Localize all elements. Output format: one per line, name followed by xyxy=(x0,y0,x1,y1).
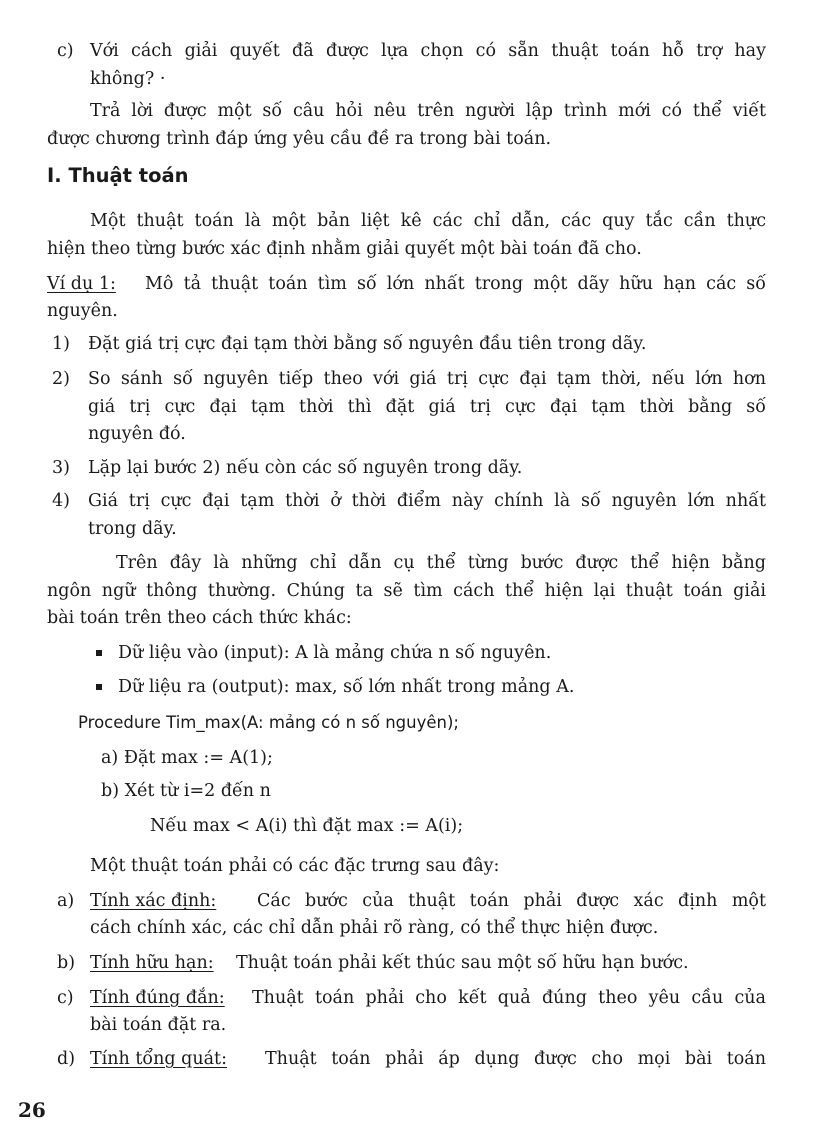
property-text: Thuật toán phải kết thúc sau một số hữu hạn bước. xyxy=(236,953,689,973)
procedure-header: Procedure Tim_max(A: mảng có n số nguyên); xyxy=(78,713,459,732)
paragraph-line: Một thuật toán là một bản liệt kê các chỉ dẫn, các quy tắc cần thực xyxy=(90,211,766,231)
bullet-icon xyxy=(96,650,102,656)
paragraph-line: hiện theo từng bước xác định nhằm giải quyết một bài toán đã cho. xyxy=(47,239,642,259)
property-text: Các bước của thuật toán phải được xác định một xyxy=(257,891,766,911)
step-line: giá trị cực đại tạm thời thì đặt giá trị cực đại tạm thời bằng số xyxy=(88,397,766,417)
paragraph-line: ngôn ngữ thông thường. Chúng ta sẽ tìm cách thể hiện lại thuật toán giải xyxy=(47,581,766,601)
paragraph-line: Trên đây là những chỉ dẫn cụ thể từng bước được thể hiện bằng xyxy=(116,553,766,573)
step-number: 1) xyxy=(52,334,70,354)
paragraph-line: nguyên. xyxy=(47,301,118,321)
step-line: trong dãy. xyxy=(88,519,177,539)
step-line: Giá trị cực đại tạm thời ở thời điểm này chính là số nguyên lớn nhất xyxy=(88,491,766,511)
property-text: bài toán đặt ra. xyxy=(90,1015,227,1035)
bullet-item: Dữ liệu ra (output): max, số lớn nhất trong mảng A. xyxy=(118,677,575,697)
list-label: b) xyxy=(57,953,76,973)
property-text: Thuật toán phải cho kết quả đúng theo yêu cầu của xyxy=(252,988,766,1008)
step-line: Đặt giá trị cực đại tạm thời bằng số nguyên đầu tiên trong dãy. xyxy=(88,334,647,354)
section-heading: I. Thuật toán xyxy=(47,164,189,187)
step-number: 3) xyxy=(52,458,70,478)
list-label: a) xyxy=(57,891,75,911)
property-term: Tính tổng quát: xyxy=(90,1049,227,1069)
list-label: d) xyxy=(57,1049,76,1069)
bullet-icon xyxy=(96,684,102,690)
paragraph-line: Với cách giải quyết đã được lựa chọn có sẵn thuật toán hỗ trợ hay xyxy=(90,41,766,61)
list-label: c) xyxy=(57,988,74,1008)
property-term: Tính xác định: xyxy=(90,891,217,911)
paragraph-line: được chương trình đáp ứng yêu cầu đề ra trong bài toán. xyxy=(47,129,552,149)
step-line: Lặp lại bước 2) nếu còn các số nguyên trong dãy. xyxy=(88,458,523,478)
paragraph-line: Mô tả thuật toán tìm số lớn nhất trong một dãy hữu hạn các số xyxy=(145,274,766,294)
procedure-step: b) Xét từ i=2 đến n xyxy=(101,781,271,801)
step-line: nguyên đó. xyxy=(88,424,186,444)
procedure-inner-step: Nếu max < A(i) thì đặt max := A(i); xyxy=(150,816,464,836)
paragraph-line: Một thuật toán phải có các đặc trưng sau đây: xyxy=(90,856,500,876)
paragraph-line: bài toán trên theo cách thức khác: xyxy=(47,608,352,628)
page-number: 26 xyxy=(18,1098,46,1122)
procedure-step: a) Đặt max := A(1); xyxy=(101,748,273,768)
property-term: Tính đúng đắn: xyxy=(90,988,225,1008)
paragraph-line: không? · xyxy=(90,69,166,89)
step-line: So sánh số nguyên tiếp theo với giá trị cực đại tạm thời, nếu lớn hơn xyxy=(88,369,766,389)
step-number: 2) xyxy=(52,369,70,389)
property-text: cách chính xác, các chỉ dẫn phải rõ ràng, có thể thực hiện được. xyxy=(90,918,659,938)
property-text: Thuật toán phải áp dụng được cho mọi bài toán xyxy=(265,1049,766,1069)
bullet-item: Dữ liệu vào (input): A là mảng chứa n số nguyên. xyxy=(118,643,552,663)
example-label: Ví dụ 1: xyxy=(47,274,116,294)
property-term: Tính hữu hạn: xyxy=(90,953,214,973)
list-label: c) xyxy=(57,41,74,61)
step-number: 4) xyxy=(52,491,70,511)
paragraph-line: Trả lời được một số câu hỏi nêu trên người lập trình mới có thể viết xyxy=(90,101,766,121)
